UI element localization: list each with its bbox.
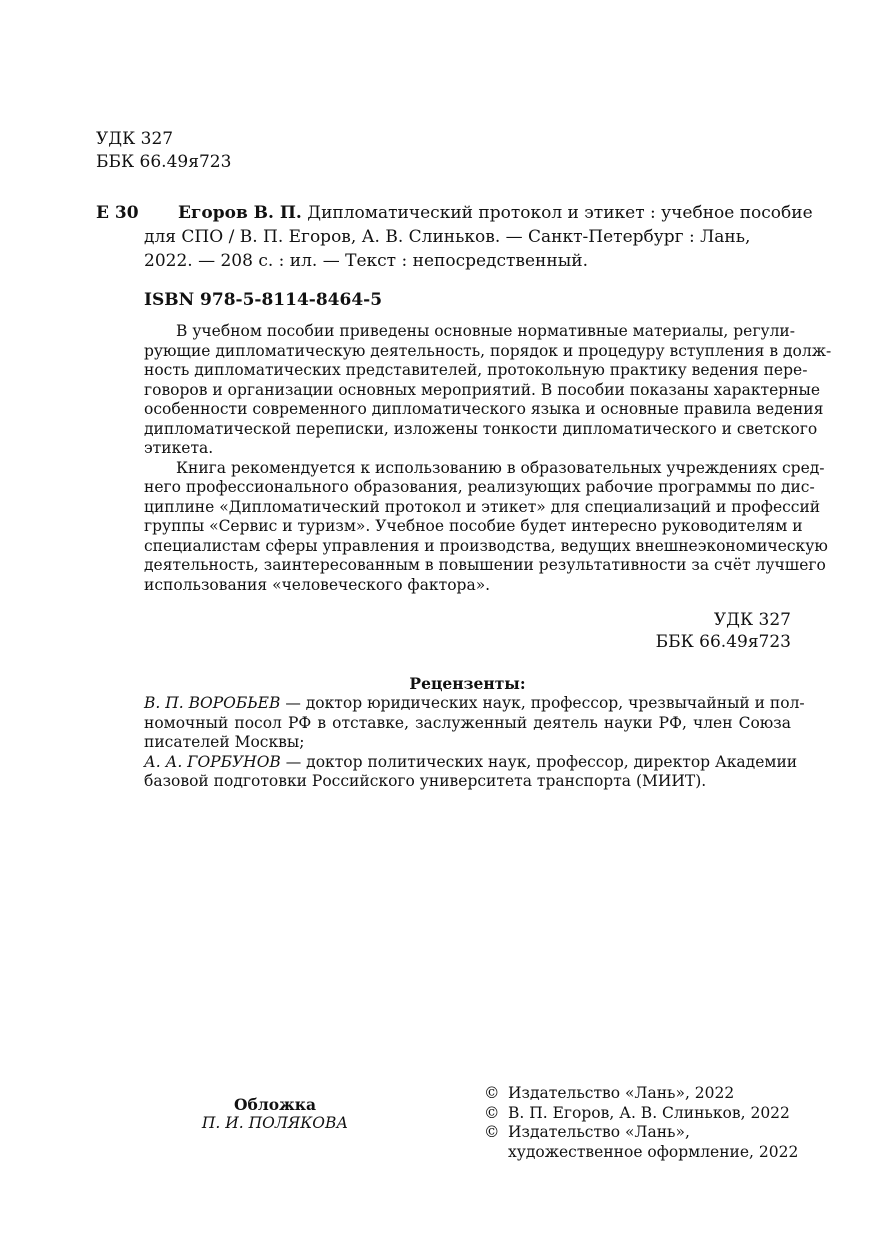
annotation-line: специалистам сферы управления и производства, ведущих внешнеэкономическую bbox=[144, 536, 828, 555]
reviewer-1-line: писателей Москвы; bbox=[144, 733, 305, 751]
copyright-continuation: художественное оформление, 2022 bbox=[508, 1142, 799, 1161]
copyright-text: Издательство «Лань», bbox=[508, 1123, 690, 1141]
reviewer-1-line bbox=[144, 694, 805, 714]
isbn: ISBN 978-5-8114-8464-5 bbox=[144, 290, 383, 310]
copyright-icon: © bbox=[484, 1123, 500, 1141]
annotation-line: дипломатической переписки, изложены тонкости дипломатического и светского bbox=[144, 419, 818, 438]
annotation bbox=[144, 322, 832, 595]
copyright-text: Издательство «Лань», 2022 bbox=[508, 1084, 735, 1102]
reviewer-1-text: — доктор юридических наук, профессор, чрезвычайный и пол- bbox=[280, 694, 805, 712]
reviewer-1-line: номочный посол РФ в отставке, заслуженный деятель науки РФ, член Союза bbox=[144, 713, 791, 732]
entry-line-1 bbox=[178, 201, 813, 225]
annotation-line: рующие дипломатическую деятельность, порядок и процедуру вступления в долж- bbox=[144, 341, 832, 360]
bbk-code: ББК 66.49я723 bbox=[96, 152, 232, 172]
copyright-text: В. П. Егоров, А. В. Слиньков, 2022 bbox=[508, 1103, 790, 1122]
bbk-code-right: ББК 66.49я723 bbox=[655, 632, 791, 652]
reviewer-2-name: А. А. ГОРБУНОВ bbox=[144, 752, 281, 771]
reviewer-1-name: В. П. ВОРОБЬЕВ bbox=[144, 694, 281, 712]
annotation-line: Книга рекомендуется к использованию в образовательных учреждениях сред- bbox=[176, 458, 825, 477]
entry-line-3: 2022. — 208 с. : ил. — Текст : непосредственный. bbox=[144, 251, 588, 271]
entry-author: Егоров В. П. bbox=[178, 203, 302, 223]
annotation-line: использования «человеческого фактора». bbox=[144, 575, 491, 594]
annotation-line: этикета. bbox=[144, 439, 214, 457]
author-mark: Е 30 bbox=[96, 203, 139, 223]
reviewer-2-line: базовой подготовки Российского университета транспорта (МИИТ). bbox=[144, 772, 707, 790]
udk-code-right: УДК 327 bbox=[713, 610, 791, 630]
copyright-block bbox=[484, 1084, 798, 1162]
copyright-icon: © bbox=[484, 1103, 500, 1122]
annotation-line: деятельность, заинтересованным в повышении результативности за счёт лучшего bbox=[144, 556, 826, 574]
annotation-line: него профессионального образования, реализующих рабочие программы по дис- bbox=[144, 478, 815, 496]
reviewers-list bbox=[144, 694, 805, 792]
annotation-line: циплине «Дипломатический протокол и этикет» для специализаций и профессий bbox=[144, 497, 821, 516]
cover-designer: П. И. ПОЛЯКОВА bbox=[201, 1114, 349, 1132]
cover-label: Обложка bbox=[234, 1095, 316, 1114]
copyright-line bbox=[484, 1104, 798, 1124]
copyright-line bbox=[484, 1084, 798, 1104]
reviewers-title: Рецензенты: bbox=[409, 674, 526, 693]
annotation-line: говоров и организации основных мероприятий. В пособии показаны характерные bbox=[144, 380, 821, 399]
udk-code: УДК 327 bbox=[96, 129, 174, 149]
cover-credit bbox=[160, 1096, 390, 1132]
annotation-line: группы «Сервис и туризм». Учебное пособие будет интересно руководителям и bbox=[144, 517, 803, 535]
copyright-line bbox=[484, 1123, 798, 1143]
annotation-line: особенности современного дипломатического языка и основные правила ведения bbox=[144, 400, 824, 418]
annotation-line: ность дипломатических представителей, протокольную практику ведения пере- bbox=[144, 361, 808, 379]
udk-right bbox=[560, 609, 791, 653]
annotation-line: В учебном пособии приведены основные нормативные материалы, регули- bbox=[176, 322, 796, 340]
reviewer-2-line bbox=[144, 752, 798, 773]
entry-line-2: для СПО / В. П. Егоров, А. В. Слиньков. — Санкт-Петербург : Лань, bbox=[144, 227, 751, 247]
reviewer-2-text: — доктор политических наук, профессор, директор Академии bbox=[280, 752, 798, 771]
udk-header bbox=[96, 128, 231, 174]
entry-title: Дипломатический протокол и этикет : учебное пособие bbox=[307, 203, 813, 223]
copyright-line bbox=[484, 1143, 798, 1163]
copyright-icon: © bbox=[484, 1084, 500, 1102]
